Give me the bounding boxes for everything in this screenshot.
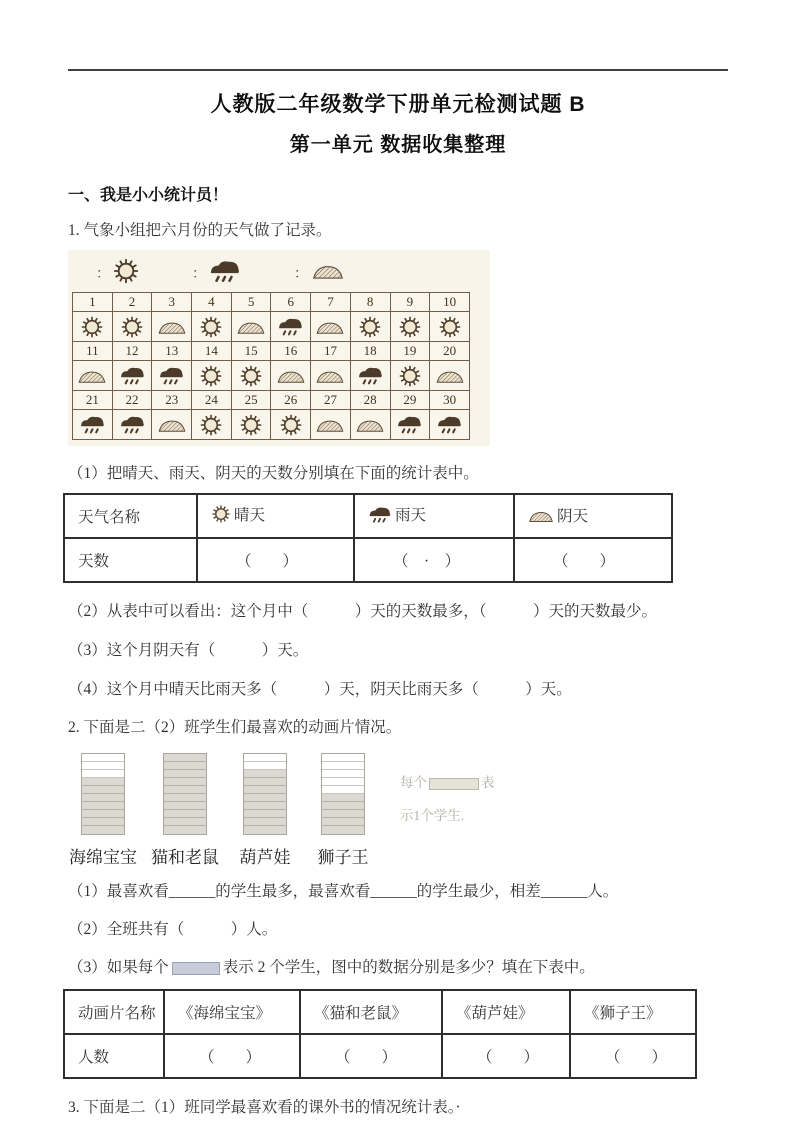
sunny-icon bbox=[120, 315, 144, 339]
picto-label: 狮子王 bbox=[317, 848, 369, 867]
cloudy-icon bbox=[315, 318, 345, 335]
cloudy-icon bbox=[315, 416, 345, 433]
calendar-day-cell bbox=[231, 361, 271, 391]
sunny-icon bbox=[199, 315, 223, 339]
q1-sub-4: （4）这个月中晴天比雨天多（ ）天，阴天比雨天多（ ）天。 bbox=[68, 681, 572, 698]
legend-item-rainy bbox=[192, 258, 242, 289]
picto-cell bbox=[82, 810, 124, 818]
picto-cell bbox=[322, 778, 364, 786]
picto-cell bbox=[244, 818, 286, 826]
calendar-day-cell bbox=[271, 361, 311, 391]
calendar-day-number: 15 bbox=[231, 342, 271, 361]
picto-cell bbox=[322, 762, 364, 770]
calendar-day-cell bbox=[112, 312, 152, 342]
calendar-day-cell bbox=[311, 361, 351, 391]
cartoon-col-header: 《海绵宝宝》 bbox=[164, 990, 300, 1034]
calendar-day-number: 12 bbox=[112, 342, 152, 361]
picto-cell bbox=[322, 818, 364, 826]
sunny-icon bbox=[112, 257, 140, 285]
cartoon-answer-cell: （ ） bbox=[570, 1034, 696, 1078]
calendar-day-number: 21 bbox=[73, 391, 113, 410]
page-subtitle: 第一单元 数据收集整理 bbox=[289, 134, 507, 156]
picto-cell bbox=[244, 826, 286, 834]
sunny-icon bbox=[398, 364, 422, 388]
unit-box-icon bbox=[429, 778, 479, 790]
sunny-icon bbox=[279, 413, 303, 437]
q2-sub-3: （3）如果每个 表示 2 个学生，图中的数据分别是多少？填在下表中。 bbox=[68, 959, 595, 976]
cloudy-icon bbox=[276, 367, 306, 384]
sunny-icon bbox=[239, 364, 263, 388]
weather-stat-table bbox=[63, 493, 673, 583]
picto-cell bbox=[322, 786, 364, 794]
question-1-text: 1. 气象小组把六月份的天气做了记录。 bbox=[68, 222, 332, 239]
cartoon-count-label: 人数 bbox=[64, 1034, 164, 1078]
picto-cell bbox=[82, 770, 124, 778]
q1-sub-1: （1）把晴天、雨天、阴天的天数分别填在下面的统计表中。 bbox=[68, 465, 479, 482]
picto-column bbox=[81, 753, 125, 835]
picto-cell bbox=[244, 770, 286, 778]
question-2-text: 2. 下面是二（2）班学生们最喜欢的动画片情况。 bbox=[68, 719, 402, 736]
rainy-icon bbox=[119, 365, 146, 386]
picto-cell bbox=[164, 778, 206, 786]
page-title: 人教版二年级数学下册单元检测试题 B bbox=[210, 93, 586, 116]
rainy-icon bbox=[277, 316, 304, 337]
cloudy-icon bbox=[157, 318, 187, 335]
rainy-icon bbox=[396, 414, 423, 435]
q2-sub-2: （2）全班共有（ ）人。 bbox=[68, 921, 278, 938]
calendar-day-number: 25 bbox=[231, 391, 271, 410]
cartoon-col-header: 《猫和老鼠》 bbox=[300, 990, 442, 1034]
legend-item-cloudy bbox=[294, 261, 346, 285]
weather-table-corner: 天气名称 bbox=[64, 494, 197, 538]
sunny-icon bbox=[358, 315, 382, 339]
main-column bbox=[68, 0, 728, 1117]
rainy-icon bbox=[208, 258, 242, 284]
calendar-day-cell bbox=[73, 410, 113, 440]
picto-cell bbox=[164, 786, 206, 794]
cloudy-icon bbox=[315, 367, 345, 384]
calendar-day-number: 28 bbox=[350, 391, 390, 410]
picto-cell bbox=[322, 770, 364, 778]
picto-cell bbox=[82, 802, 124, 810]
weather-answer-cell: （ ） bbox=[514, 538, 672, 582]
legend-colon: ： bbox=[96, 267, 110, 282]
picto-cell bbox=[244, 762, 286, 770]
calendar-day-number: 20 bbox=[430, 342, 470, 361]
calendar-day-number: 14 bbox=[192, 342, 232, 361]
calendar-day-cell bbox=[390, 410, 430, 440]
calendar-day-cell bbox=[231, 410, 271, 440]
cartoon-table-corner: 动画片名称 bbox=[64, 990, 164, 1034]
calendar-day-cell bbox=[112, 361, 152, 391]
cloudy-icon bbox=[77, 367, 107, 384]
picto-cell bbox=[82, 762, 124, 770]
cloudy-icon bbox=[435, 367, 465, 384]
weather-answer-cell: （ ） bbox=[197, 538, 354, 582]
calendar-day-cell bbox=[192, 361, 232, 391]
sunny-icon bbox=[199, 413, 223, 437]
top-rule bbox=[68, 69, 728, 71]
question-3-text: 3. 下面是二（1）班同学最喜欢看的课外书的情况统计表。· bbox=[68, 1099, 461, 1116]
rainy-icon bbox=[158, 365, 185, 386]
calendar-day-cell bbox=[350, 312, 390, 342]
q1-sub-3: （3）这个月阴天有（ ）天。 bbox=[68, 642, 309, 659]
calendar-day-cell bbox=[152, 410, 192, 440]
weather-col-label: 雨天 bbox=[395, 507, 427, 525]
cartoon-col-header: 《狮子王》 bbox=[570, 990, 696, 1034]
calendar-day-cell bbox=[192, 312, 232, 342]
calendar-day-number: 5 bbox=[231, 293, 271, 312]
calendar-day-cell bbox=[390, 312, 430, 342]
picto-column bbox=[163, 753, 207, 835]
picto-column bbox=[321, 753, 365, 835]
calendar-day-number: 22 bbox=[112, 391, 152, 410]
calendar-day-cell bbox=[152, 361, 192, 391]
calendar-table bbox=[72, 292, 470, 440]
picto-cell bbox=[164, 794, 206, 802]
q1-sub-2: （2）从表中可以看出：这个月中（ ）天的天数最多，（ ）天的天数最少。 bbox=[68, 603, 658, 620]
picto-cell bbox=[82, 794, 124, 802]
calendar-day-cell bbox=[430, 312, 470, 342]
calendar-day-cell bbox=[430, 361, 470, 391]
calendar-day-cell bbox=[350, 410, 390, 440]
picto-cell bbox=[322, 754, 364, 762]
picto-cell bbox=[164, 770, 206, 778]
pictograph bbox=[68, 753, 728, 867]
picto-column bbox=[243, 753, 287, 835]
rainy-icon bbox=[79, 414, 106, 435]
picto-column-group bbox=[144, 753, 226, 868]
calendar-day-number: 6 bbox=[271, 293, 311, 312]
picto-cell bbox=[164, 762, 206, 770]
pictograph-legend-line2: 示1个学生. bbox=[400, 808, 465, 823]
picto-cell bbox=[244, 794, 286, 802]
calendar-day-number: 8 bbox=[350, 293, 390, 312]
picto-cell bbox=[322, 826, 364, 834]
picto-label: 猫和老鼠 bbox=[151, 848, 219, 867]
picto-cell bbox=[244, 778, 286, 786]
rainy-icon-slot bbox=[208, 258, 242, 289]
weather-figure bbox=[68, 250, 490, 446]
section-heading: 一、我是小小统计员！ bbox=[68, 187, 229, 204]
picto-cell bbox=[244, 754, 286, 762]
calendar-day-number: 16 bbox=[271, 342, 311, 361]
sunny-icon bbox=[239, 413, 263, 437]
rainy-icon bbox=[368, 505, 392, 524]
sunny-icon bbox=[398, 315, 422, 339]
unit-box-highlighted-icon bbox=[172, 962, 220, 975]
calendar-day-number: 23 bbox=[152, 391, 192, 410]
calendar-day-cell bbox=[73, 361, 113, 391]
picto-cell bbox=[82, 786, 124, 794]
calendar-day-cell bbox=[192, 410, 232, 440]
weather-days-label: 天数 bbox=[64, 538, 197, 582]
calendar-day-number: 11 bbox=[73, 342, 113, 361]
cloudy-icon-slot bbox=[310, 261, 346, 285]
calendar-day-number: 13 bbox=[152, 342, 192, 361]
picto-cell bbox=[164, 826, 206, 834]
cloudy-icon bbox=[528, 508, 554, 523]
picto-cell bbox=[164, 818, 206, 826]
picto-cell bbox=[244, 802, 286, 810]
calendar-day-number: 10 bbox=[430, 293, 470, 312]
calendar-day-number: 9 bbox=[390, 293, 430, 312]
cartoon-answer-cell: （ ） bbox=[164, 1034, 300, 1078]
cloudy-icon bbox=[310, 261, 346, 280]
rainy-icon bbox=[436, 414, 463, 435]
calendar-day-number: 3 bbox=[152, 293, 192, 312]
calendar-day-number: 27 bbox=[311, 391, 351, 410]
sunny-icon-slot bbox=[112, 257, 140, 290]
cartoon-table bbox=[63, 989, 697, 1079]
calendar-day-number: 29 bbox=[390, 391, 430, 410]
sunny-icon bbox=[80, 315, 104, 339]
picto-cell bbox=[164, 810, 206, 818]
picto-cell bbox=[244, 786, 286, 794]
q2-sub-1: （1）最喜欢看______的学生最多，最喜欢看______的学生最少，相差______人。 bbox=[68, 883, 619, 900]
cloudy-icon bbox=[355, 416, 385, 433]
calendar-day-number: 18 bbox=[350, 342, 390, 361]
calendar-day-number: 4 bbox=[192, 293, 232, 312]
calendar-day-cell bbox=[152, 312, 192, 342]
picto-column-group bbox=[304, 753, 382, 868]
picto-cell bbox=[322, 810, 364, 818]
pictograph-legend bbox=[400, 771, 495, 824]
weather-col-header bbox=[197, 494, 354, 538]
picto-cell bbox=[164, 802, 206, 810]
picto-cell bbox=[82, 818, 124, 826]
cloudy-icon bbox=[236, 318, 266, 335]
weather-col-label: 晴天 bbox=[234, 507, 266, 525]
calendar-day-cell bbox=[350, 361, 390, 391]
calendar-day-number: 30 bbox=[430, 391, 470, 410]
picto-cell bbox=[82, 754, 124, 762]
cartoon-answer-cell: （ ） bbox=[300, 1034, 442, 1078]
calendar-day-cell bbox=[271, 410, 311, 440]
cartoon-col-header: 《葫芦娃》 bbox=[442, 990, 570, 1034]
calendar-day-number: 1 bbox=[73, 293, 113, 312]
rainy-icon bbox=[357, 365, 384, 386]
sunny-icon bbox=[438, 315, 462, 339]
picto-cell bbox=[164, 754, 206, 762]
calendar-day-cell bbox=[271, 312, 311, 342]
calendar-day-cell bbox=[231, 312, 271, 342]
calendar-day-cell bbox=[311, 410, 351, 440]
picto-column-group bbox=[62, 753, 144, 868]
calendar-day-cell bbox=[390, 361, 430, 391]
legend-colon: ： bbox=[192, 267, 206, 282]
weather-col-header bbox=[354, 494, 514, 538]
calendar-day-cell bbox=[73, 312, 113, 342]
weather-col-header bbox=[514, 494, 672, 538]
cartoon-answer-cell: （ ） bbox=[442, 1034, 570, 1078]
legend-item-sunny bbox=[96, 257, 140, 290]
sunny-icon bbox=[199, 364, 223, 388]
calendar-day-number: 24 bbox=[192, 391, 232, 410]
calendar-day-cell bbox=[112, 410, 152, 440]
weather-legend bbox=[72, 254, 486, 292]
rainy-icon bbox=[119, 414, 146, 435]
weather-answer-cell: （ · ） bbox=[354, 538, 514, 582]
calendar-day-cell bbox=[430, 410, 470, 440]
picto-cell bbox=[322, 802, 364, 810]
picto-cell bbox=[82, 826, 124, 834]
cloudy-icon bbox=[157, 416, 187, 433]
calendar-day-number: 2 bbox=[112, 293, 152, 312]
calendar-day-number: 26 bbox=[271, 391, 311, 410]
sunny-icon bbox=[211, 504, 231, 524]
calendar-day-number: 7 bbox=[311, 293, 351, 312]
calendar-day-number: 17 bbox=[311, 342, 351, 361]
picto-cell bbox=[244, 810, 286, 818]
pictograph-legend-line1: 每个 表 bbox=[400, 775, 495, 790]
picto-column-group bbox=[226, 753, 304, 868]
picto-cell bbox=[322, 794, 364, 802]
picto-label: 葫芦娃 bbox=[239, 848, 291, 867]
pictograph-columns bbox=[62, 753, 728, 868]
weather-col-label: 阴天 bbox=[557, 508, 589, 526]
picto-label: 海绵宝宝 bbox=[69, 848, 137, 867]
legend-colon: ： bbox=[294, 267, 308, 282]
picto-cell bbox=[82, 778, 124, 786]
calendar-day-number: 19 bbox=[390, 342, 430, 361]
calendar-day-cell bbox=[311, 312, 351, 342]
